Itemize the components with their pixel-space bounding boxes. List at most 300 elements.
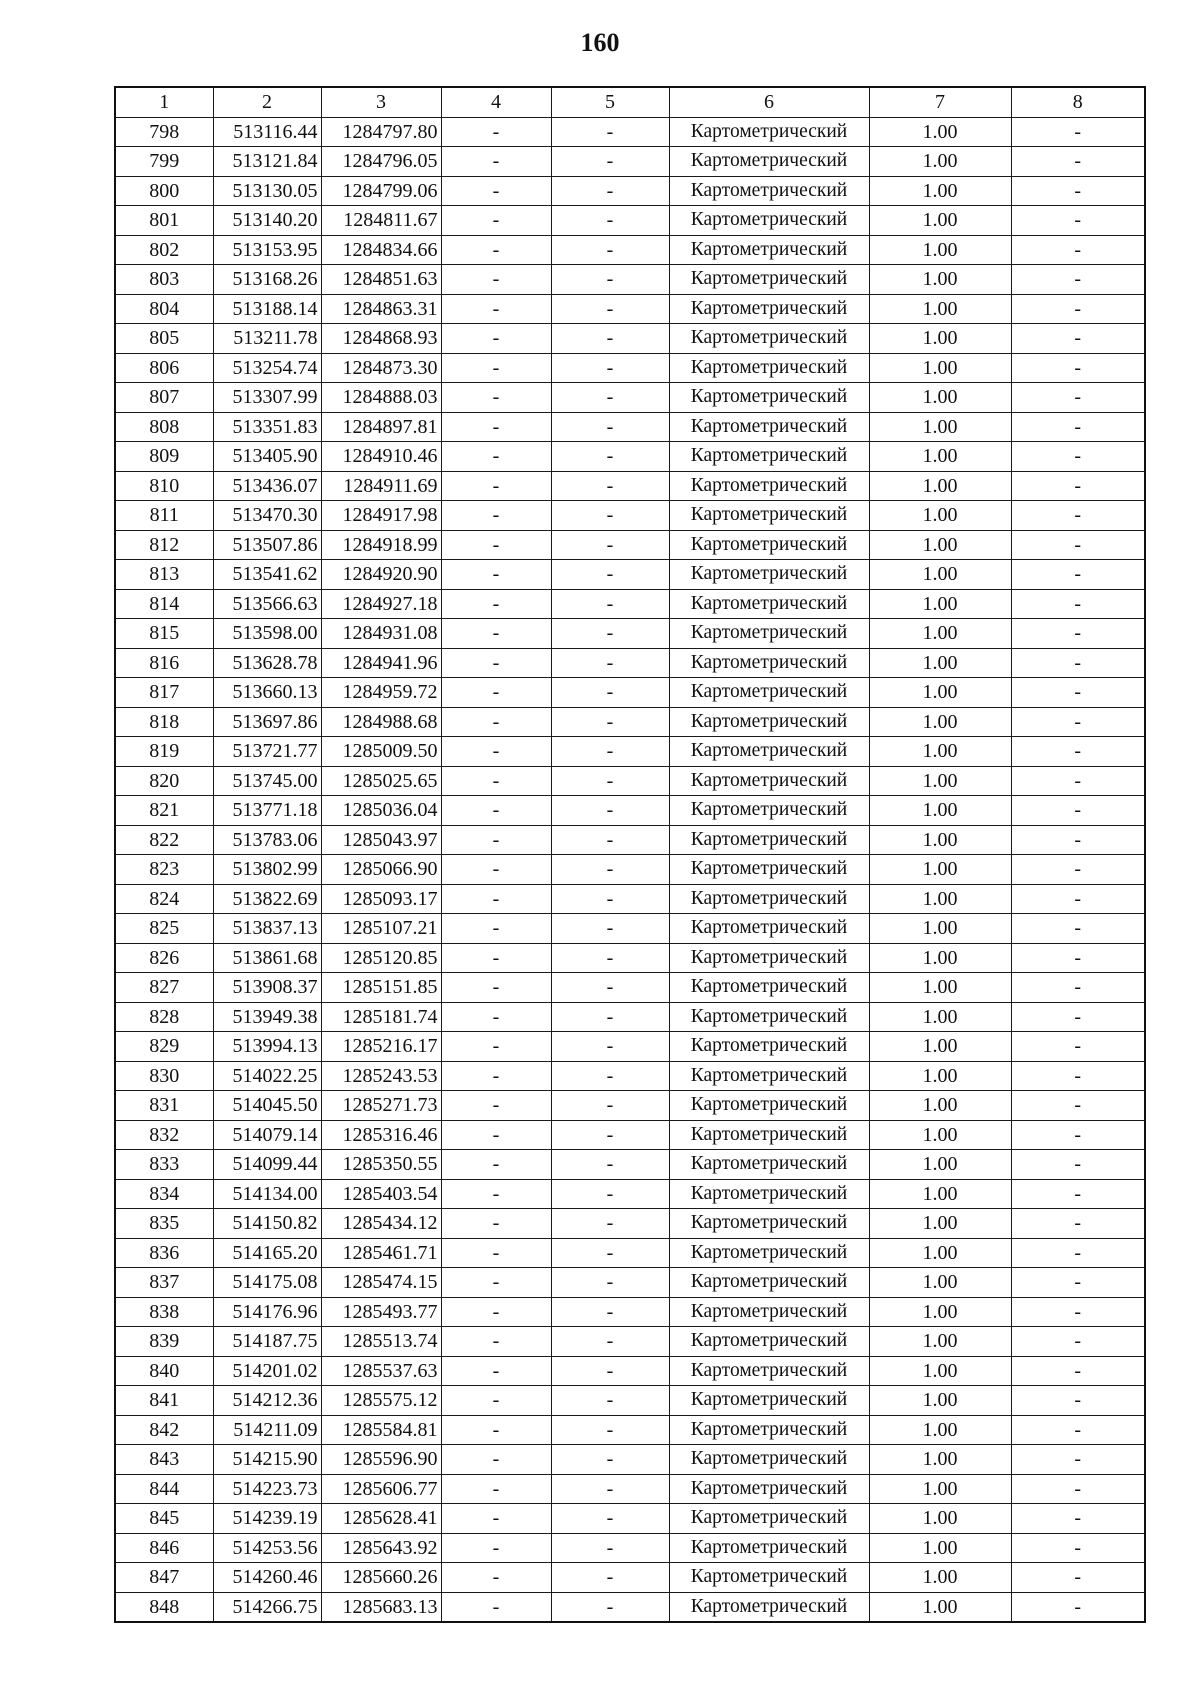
table-row <box>115 324 1145 354</box>
method-cell: Картометрический <box>669 1120 869 1150</box>
accuracy-cell: 1.00 <box>869 1238 1011 1268</box>
x-coordinate-cell: 513861.68 <box>213 943 321 973</box>
point-number-cell: 821 <box>115 796 213 826</box>
point-number-cell: 833 <box>115 1150 213 1180</box>
empty-cell: - <box>441 1474 551 1504</box>
empty-cell: - <box>1011 294 1145 324</box>
empty-cell: - <box>551 1415 669 1445</box>
y-coordinate-cell: 1284988.68 <box>321 707 441 737</box>
empty-cell: - <box>551 1061 669 1091</box>
empty-cell: - <box>441 560 551 590</box>
column-header: 6 <box>669 87 869 117</box>
empty-cell: - <box>441 1386 551 1416</box>
accuracy-cell: 1.00 <box>869 471 1011 501</box>
accuracy-cell: 1.00 <box>869 1268 1011 1298</box>
empty-cell: - <box>441 176 551 206</box>
point-number-cell: 846 <box>115 1533 213 1563</box>
table-row <box>115 1386 1145 1416</box>
empty-cell: - <box>1011 855 1145 885</box>
empty-cell: - <box>551 412 669 442</box>
method-cell: Картометрический <box>669 265 869 295</box>
empty-cell: - <box>551 1297 669 1327</box>
y-coordinate-cell: 1285643.92 <box>321 1533 441 1563</box>
y-coordinate-cell: 1284917.98 <box>321 501 441 531</box>
method-cell: Картометрический <box>669 1415 869 1445</box>
accuracy-cell: 1.00 <box>869 1327 1011 1357</box>
accuracy-cell: 1.00 <box>869 1356 1011 1386</box>
empty-cell: - <box>441 648 551 678</box>
table-row <box>115 766 1145 796</box>
table-row <box>115 1238 1145 1268</box>
table-row <box>115 176 1145 206</box>
empty-cell: - <box>551 914 669 944</box>
accuracy-cell: 1.00 <box>869 530 1011 560</box>
empty-cell: - <box>551 1091 669 1121</box>
y-coordinate-cell: 1285043.97 <box>321 825 441 855</box>
empty-cell: - <box>1011 1268 1145 1298</box>
y-coordinate-cell: 1285461.71 <box>321 1238 441 1268</box>
empty-cell: - <box>1011 1002 1145 1032</box>
empty-cell: - <box>551 442 669 472</box>
empty-cell: - <box>441 678 551 708</box>
accuracy-cell: 1.00 <box>869 648 1011 678</box>
x-coordinate-cell: 513908.37 <box>213 973 321 1003</box>
y-coordinate-cell: 1284920.90 <box>321 560 441 590</box>
empty-cell: - <box>1011 383 1145 413</box>
y-coordinate-cell: 1284941.96 <box>321 648 441 678</box>
point-number-cell: 824 <box>115 884 213 914</box>
x-coordinate-cell: 513351.83 <box>213 412 321 442</box>
table-row <box>115 530 1145 560</box>
method-cell: Картометрический <box>669 412 869 442</box>
empty-cell: - <box>1011 442 1145 472</box>
point-number-cell: 805 <box>115 324 213 354</box>
accuracy-cell: 1.00 <box>869 117 1011 147</box>
method-cell: Картометрический <box>669 914 869 944</box>
empty-cell: - <box>1011 737 1145 767</box>
accuracy-cell: 1.00 <box>869 914 1011 944</box>
accuracy-cell: 1.00 <box>869 1179 1011 1209</box>
x-coordinate-cell: 514079.14 <box>213 1120 321 1150</box>
y-coordinate-cell: 1285575.12 <box>321 1386 441 1416</box>
empty-cell: - <box>1011 117 1145 147</box>
empty-cell: - <box>1011 1150 1145 1180</box>
table-row <box>115 796 1145 826</box>
accuracy-cell: 1.00 <box>869 1386 1011 1416</box>
y-coordinate-cell: 1285151.85 <box>321 973 441 1003</box>
point-number-cell: 831 <box>115 1091 213 1121</box>
y-coordinate-cell: 1285434.12 <box>321 1209 441 1239</box>
empty-cell: - <box>441 501 551 531</box>
empty-cell: - <box>441 796 551 826</box>
y-coordinate-cell: 1285628.41 <box>321 1504 441 1534</box>
table-row <box>115 1445 1145 1475</box>
empty-cell: - <box>551 589 669 619</box>
empty-cell: - <box>551 1120 669 1150</box>
empty-cell: - <box>551 1563 669 1593</box>
y-coordinate-cell: 1285660.26 <box>321 1563 441 1593</box>
x-coordinate-cell: 514134.00 <box>213 1179 321 1209</box>
table-row <box>115 678 1145 708</box>
table-row <box>115 1091 1145 1121</box>
table-row <box>115 648 1145 678</box>
point-number-cell: 835 <box>115 1209 213 1239</box>
empty-cell: - <box>551 1268 669 1298</box>
x-coordinate-cell: 513697.86 <box>213 707 321 737</box>
table-row <box>115 147 1145 177</box>
empty-cell: - <box>1011 1327 1145 1357</box>
empty-cell: - <box>441 294 551 324</box>
x-coordinate-cell: 513541.62 <box>213 560 321 590</box>
empty-cell: - <box>441 353 551 383</box>
x-coordinate-cell: 513802.99 <box>213 855 321 885</box>
accuracy-cell: 1.00 <box>869 589 1011 619</box>
x-coordinate-cell: 514266.75 <box>213 1592 321 1622</box>
empty-cell: - <box>441 1002 551 1032</box>
point-number-cell: 813 <box>115 560 213 590</box>
point-number-cell: 838 <box>115 1297 213 1327</box>
accuracy-cell: 1.00 <box>869 1091 1011 1121</box>
empty-cell: - <box>1011 1445 1145 1475</box>
empty-cell: - <box>551 1327 669 1357</box>
y-coordinate-cell: 1284927.18 <box>321 589 441 619</box>
point-number-cell: 806 <box>115 353 213 383</box>
empty-cell: - <box>441 589 551 619</box>
method-cell: Картометрический <box>669 324 869 354</box>
empty-cell: - <box>551 648 669 678</box>
empty-cell: - <box>441 855 551 885</box>
accuracy-cell: 1.00 <box>869 206 1011 236</box>
table-row <box>115 235 1145 265</box>
y-coordinate-cell: 1284959.72 <box>321 678 441 708</box>
table-row <box>115 1061 1145 1091</box>
empty-cell: - <box>1011 914 1145 944</box>
x-coordinate-cell: 514253.56 <box>213 1533 321 1563</box>
empty-cell: - <box>551 1356 669 1386</box>
method-cell: Картометрический <box>669 1238 869 1268</box>
point-number-cell: 843 <box>115 1445 213 1475</box>
table-row <box>115 943 1145 973</box>
empty-cell: - <box>441 1592 551 1622</box>
empty-cell: - <box>441 324 551 354</box>
accuracy-cell: 1.00 <box>869 766 1011 796</box>
point-number-cell: 839 <box>115 1327 213 1357</box>
point-number-cell: 812 <box>115 530 213 560</box>
accuracy-cell: 1.00 <box>869 1297 1011 1327</box>
empty-cell: - <box>441 1415 551 1445</box>
point-number-cell: 817 <box>115 678 213 708</box>
empty-cell: - <box>551 147 669 177</box>
accuracy-cell: 1.00 <box>869 383 1011 413</box>
y-coordinate-cell: 1285216.17 <box>321 1032 441 1062</box>
y-coordinate-cell: 1285243.53 <box>321 1061 441 1091</box>
x-coordinate-cell: 513783.06 <box>213 825 321 855</box>
empty-cell: - <box>1011 884 1145 914</box>
accuracy-cell: 1.00 <box>869 560 1011 590</box>
empty-cell: - <box>551 1474 669 1504</box>
x-coordinate-cell: 514099.44 <box>213 1150 321 1180</box>
method-cell: Картометрический <box>669 1061 869 1091</box>
method-cell: Картометрический <box>669 1297 869 1327</box>
accuracy-cell: 1.00 <box>869 1504 1011 1534</box>
point-number-cell: 804 <box>115 294 213 324</box>
empty-cell: - <box>1011 707 1145 737</box>
empty-cell: - <box>551 707 669 737</box>
empty-cell: - <box>441 884 551 914</box>
empty-cell: - <box>551 766 669 796</box>
point-number-cell: 814 <box>115 589 213 619</box>
method-cell: Картометрический <box>669 1356 869 1386</box>
method-cell: Картометрический <box>669 1032 869 1062</box>
empty-cell: - <box>1011 1415 1145 1445</box>
x-coordinate-cell: 513140.20 <box>213 206 321 236</box>
empty-cell: - <box>551 884 669 914</box>
y-coordinate-cell: 1285271.73 <box>321 1091 441 1121</box>
empty-cell: - <box>441 1061 551 1091</box>
x-coordinate-cell: 513721.77 <box>213 737 321 767</box>
empty-cell: - <box>441 530 551 560</box>
table-row <box>115 501 1145 531</box>
empty-cell: - <box>1011 1061 1145 1091</box>
x-coordinate-cell: 514165.20 <box>213 1238 321 1268</box>
empty-cell: - <box>551 1179 669 1209</box>
empty-cell: - <box>441 117 551 147</box>
table-row <box>115 412 1145 442</box>
header-row <box>115 87 1145 117</box>
column-header: 8 <box>1011 87 1145 117</box>
empty-cell: - <box>441 1091 551 1121</box>
empty-cell: - <box>441 943 551 973</box>
coordinates-table <box>114 86 1146 1623</box>
accuracy-cell: 1.00 <box>869 1061 1011 1091</box>
method-cell: Картометрический <box>669 1592 869 1622</box>
empty-cell: - <box>441 914 551 944</box>
empty-cell: - <box>1011 1533 1145 1563</box>
point-number-cell: 823 <box>115 855 213 885</box>
accuracy-cell: 1.00 <box>869 147 1011 177</box>
page-number: 160 <box>580 28 620 57</box>
empty-cell: - <box>551 1386 669 1416</box>
empty-cell: - <box>551 1032 669 1062</box>
empty-cell: - <box>551 1504 669 1534</box>
empty-cell: - <box>441 619 551 649</box>
method-cell: Картометрический <box>669 206 869 236</box>
accuracy-cell: 1.00 <box>869 1592 1011 1622</box>
x-coordinate-cell: 513771.18 <box>213 796 321 826</box>
point-number-cell: 803 <box>115 265 213 295</box>
point-number-cell: 847 <box>115 1563 213 1593</box>
point-number-cell: 827 <box>115 973 213 1003</box>
method-cell: Картометрический <box>669 176 869 206</box>
table-row <box>115 589 1145 619</box>
method-cell: Картометрический <box>669 353 869 383</box>
y-coordinate-cell: 1284911.69 <box>321 471 441 501</box>
empty-cell: - <box>1011 1120 1145 1150</box>
y-coordinate-cell: 1284910.46 <box>321 442 441 472</box>
point-number-cell: 809 <box>115 442 213 472</box>
method-cell: Картометрический <box>669 560 869 590</box>
x-coordinate-cell: 513254.74 <box>213 353 321 383</box>
accuracy-cell: 1.00 <box>869 1209 1011 1239</box>
table-row <box>115 1209 1145 1239</box>
x-coordinate-cell: 513307.99 <box>213 383 321 413</box>
table-body <box>115 117 1145 1622</box>
point-number-cell: 798 <box>115 117 213 147</box>
empty-cell: - <box>1011 1179 1145 1209</box>
table-row <box>115 1150 1145 1180</box>
y-coordinate-cell: 1285584.81 <box>321 1415 441 1445</box>
y-coordinate-cell: 1284799.06 <box>321 176 441 206</box>
x-coordinate-cell: 513507.86 <box>213 530 321 560</box>
table-row <box>115 707 1145 737</box>
empty-cell: - <box>441 1268 551 1298</box>
x-coordinate-cell: 513405.90 <box>213 442 321 472</box>
method-cell: Картометрический <box>669 294 869 324</box>
x-coordinate-cell: 513130.05 <box>213 176 321 206</box>
y-coordinate-cell: 1285316.46 <box>321 1120 441 1150</box>
y-coordinate-cell: 1285120.85 <box>321 943 441 973</box>
y-coordinate-cell: 1284834.66 <box>321 235 441 265</box>
empty-cell: - <box>1011 1563 1145 1593</box>
table-row <box>115 914 1145 944</box>
method-cell: Картометрический <box>669 796 869 826</box>
y-coordinate-cell: 1285474.15 <box>321 1268 441 1298</box>
empty-cell: - <box>551 1002 669 1032</box>
x-coordinate-cell: 513949.38 <box>213 1002 321 1032</box>
empty-cell: - <box>551 235 669 265</box>
empty-cell: - <box>1011 235 1145 265</box>
point-number-cell: 807 <box>115 383 213 413</box>
accuracy-cell: 1.00 <box>869 1415 1011 1445</box>
x-coordinate-cell: 514260.46 <box>213 1563 321 1593</box>
x-coordinate-cell: 514175.08 <box>213 1268 321 1298</box>
empty-cell: - <box>1011 471 1145 501</box>
accuracy-cell: 1.00 <box>869 235 1011 265</box>
empty-cell: - <box>551 1592 669 1622</box>
method-cell: Картометрический <box>669 1209 869 1239</box>
table-row <box>115 1356 1145 1386</box>
point-number-cell: 837 <box>115 1268 213 1298</box>
accuracy-cell: 1.00 <box>869 973 1011 1003</box>
empty-cell: - <box>1011 589 1145 619</box>
empty-cell: - <box>441 1533 551 1563</box>
empty-cell: - <box>441 1327 551 1357</box>
empty-cell: - <box>441 1120 551 1150</box>
x-coordinate-cell: 514201.02 <box>213 1356 321 1386</box>
x-coordinate-cell: 514045.50 <box>213 1091 321 1121</box>
point-number-cell: 822 <box>115 825 213 855</box>
empty-cell: - <box>551 796 669 826</box>
method-cell: Картометрический <box>669 943 869 973</box>
empty-cell: - <box>1011 1238 1145 1268</box>
x-coordinate-cell: 514211.09 <box>213 1415 321 1445</box>
method-cell: Картометрический <box>669 1179 869 1209</box>
empty-cell: - <box>441 1297 551 1327</box>
column-header: 2 <box>213 87 321 117</box>
empty-cell: - <box>551 117 669 147</box>
empty-cell: - <box>1011 1209 1145 1239</box>
empty-cell: - <box>1011 265 1145 295</box>
accuracy-cell: 1.00 <box>869 1563 1011 1593</box>
point-number-cell: 815 <box>115 619 213 649</box>
table-row <box>115 1504 1145 1534</box>
table-row <box>115 265 1145 295</box>
empty-cell: - <box>441 265 551 295</box>
x-coordinate-cell: 513822.69 <box>213 884 321 914</box>
empty-cell: - <box>551 1209 669 1239</box>
table-row <box>115 1179 1145 1209</box>
empty-cell: - <box>441 1209 551 1239</box>
empty-cell: - <box>551 471 669 501</box>
table-row <box>115 1002 1145 1032</box>
empty-cell: - <box>441 766 551 796</box>
table-row <box>115 471 1145 501</box>
y-coordinate-cell: 1285066.90 <box>321 855 441 885</box>
table-row <box>115 825 1145 855</box>
method-cell: Картометрический <box>669 1268 869 1298</box>
empty-cell: - <box>1011 501 1145 531</box>
x-coordinate-cell: 513566.63 <box>213 589 321 619</box>
x-coordinate-cell: 513436.07 <box>213 471 321 501</box>
table-row <box>115 1032 1145 1062</box>
empty-cell: - <box>551 678 669 708</box>
empty-cell: - <box>551 176 669 206</box>
table-row <box>115 1327 1145 1357</box>
x-coordinate-cell: 514223.73 <box>213 1474 321 1504</box>
point-number-cell: 799 <box>115 147 213 177</box>
empty-cell: - <box>551 855 669 885</box>
point-number-cell: 848 <box>115 1592 213 1622</box>
empty-cell: - <box>1011 766 1145 796</box>
accuracy-cell: 1.00 <box>869 619 1011 649</box>
accuracy-cell: 1.00 <box>869 943 1011 973</box>
table-row <box>115 1297 1145 1327</box>
y-coordinate-cell: 1284897.81 <box>321 412 441 442</box>
point-number-cell: 828 <box>115 1002 213 1032</box>
table-row <box>115 855 1145 885</box>
y-coordinate-cell: 1284796.05 <box>321 147 441 177</box>
empty-cell: - <box>1011 1386 1145 1416</box>
method-cell: Картометрический <box>669 737 869 767</box>
method-cell: Картометрический <box>669 619 869 649</box>
table-row <box>115 560 1145 590</box>
empty-cell: - <box>441 1150 551 1180</box>
point-number-cell: 830 <box>115 1061 213 1091</box>
accuracy-cell: 1.00 <box>869 265 1011 295</box>
empty-cell: - <box>551 265 669 295</box>
empty-cell: - <box>1011 560 1145 590</box>
method-cell: Картометрический <box>669 442 869 472</box>
x-coordinate-cell: 513628.78 <box>213 648 321 678</box>
empty-cell: - <box>1011 324 1145 354</box>
x-coordinate-cell: 513994.13 <box>213 1032 321 1062</box>
method-cell: Картометрический <box>669 678 869 708</box>
method-cell: Картометрический <box>669 1091 869 1121</box>
method-cell: Картометрический <box>669 501 869 531</box>
empty-cell: - <box>1011 973 1145 1003</box>
empty-cell: - <box>551 1150 669 1180</box>
x-coordinate-cell: 514212.36 <box>213 1386 321 1416</box>
empty-cell: - <box>551 1238 669 1268</box>
empty-cell: - <box>1011 176 1145 206</box>
point-number-cell: 810 <box>115 471 213 501</box>
accuracy-cell: 1.00 <box>869 353 1011 383</box>
empty-cell: - <box>1011 943 1145 973</box>
table-row <box>115 383 1145 413</box>
accuracy-cell: 1.00 <box>869 855 1011 885</box>
y-coordinate-cell: 1285403.54 <box>321 1179 441 1209</box>
method-cell: Картометрический <box>669 1504 869 1534</box>
